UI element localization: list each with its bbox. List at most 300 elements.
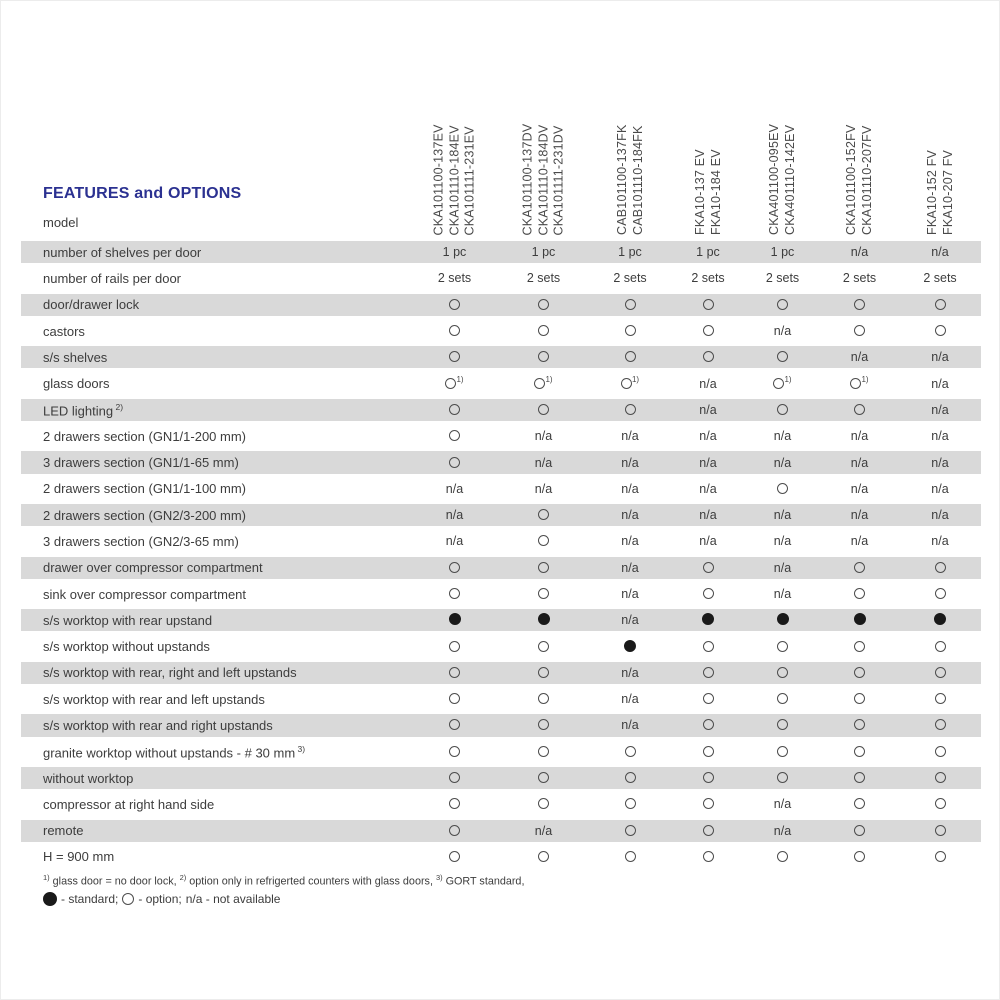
option-circle-icon	[625, 404, 636, 415]
option-circle-icon	[777, 667, 788, 678]
cell-value: 2 sets	[526, 271, 561, 286]
feature-label: 2 drawers section (GN1/1-100 mm)	[43, 481, 247, 497]
option-circle-icon	[625, 851, 636, 862]
cell-value: 2 sets	[691, 271, 725, 286]
option-circle-icon	[777, 719, 788, 730]
cell-not-available: n/a	[773, 508, 792, 523]
cell-option	[820, 376, 899, 391]
cell-option	[411, 692, 498, 706]
model-name: CKA101111-231EV	[462, 125, 477, 235]
cell-standard	[820, 613, 899, 627]
cell-value: 1 pc	[531, 245, 556, 260]
table-row	[21, 502, 981, 528]
option-circle-icon	[703, 667, 714, 678]
cell-option	[820, 561, 899, 575]
feature-label: remote	[43, 823, 84, 839]
model-names	[431, 124, 478, 235]
option-circle-icon	[703, 588, 714, 599]
option-circle-icon	[538, 851, 549, 862]
cell-option	[589, 350, 671, 364]
cell-option	[745, 718, 820, 732]
cell-not-available: n/a	[931, 245, 949, 260]
cell-option	[899, 692, 981, 706]
model-column-header	[671, 1, 745, 239]
cell-not-available: n/a	[699, 508, 717, 523]
cell-not-available: n/a	[931, 455, 949, 470]
table-row	[21, 818, 981, 844]
option-circle-icon	[449, 719, 460, 730]
cell-not-available: n/a	[621, 692, 639, 707]
cell-option	[745, 692, 820, 706]
cell-value: 2 sets	[613, 271, 647, 286]
cell-option	[411, 824, 498, 838]
option-circle-icon	[854, 404, 865, 415]
model-name: CKA101100-152FV	[844, 124, 858, 235]
cell-not-available: n/a	[621, 560, 639, 575]
cell-option	[671, 666, 745, 680]
cell-option	[498, 797, 589, 811]
table-row	[21, 844, 981, 870]
footnote-ref-1: 1)	[631, 375, 640, 385]
model-name: CKA101110-207FV	[859, 125, 874, 235]
cell-not-available: n/a	[773, 823, 792, 838]
table-row	[21, 581, 981, 607]
table-row	[21, 292, 981, 318]
option-circle-icon	[703, 562, 714, 573]
cell-option	[671, 797, 745, 811]
option-circle-icon	[703, 772, 714, 783]
cell-option	[820, 666, 899, 680]
cell-option	[411, 561, 498, 575]
cell-option	[411, 797, 498, 811]
cell-option	[498, 718, 589, 732]
cell-not-available: n/a	[534, 481, 553, 496]
option-circle-icon	[777, 746, 788, 757]
cell-not-available: n/a	[699, 534, 717, 549]
model-column-header	[498, 1, 589, 239]
cell-option	[411, 718, 498, 732]
cell-not-available: n/a	[931, 429, 949, 444]
table-header	[21, 1, 981, 239]
cell-option	[498, 403, 589, 417]
cell-not-available: n/a	[699, 429, 717, 444]
cell-option	[589, 324, 671, 338]
option-circle-icon	[449, 351, 460, 362]
footnote-text: glass door = no door lock,	[49, 875, 180, 888]
option-circle-icon	[449, 562, 460, 573]
option-circle-icon	[449, 457, 460, 468]
model-name: FKA10-152 FV	[924, 149, 939, 235]
option-circle-icon	[935, 325, 946, 336]
option-circle-icon	[935, 825, 946, 836]
cell-not-available: n/a	[621, 429, 639, 444]
cell-option	[899, 718, 981, 732]
cell-option	[899, 850, 981, 864]
feature-label: glass doors	[43, 376, 110, 392]
legend-option-label: - option;	[138, 891, 182, 906]
model-name: CKA401110-142EV	[782, 124, 797, 235]
cell-option	[411, 771, 498, 785]
model-name: CKA101100-137DV	[520, 123, 535, 235]
model-names	[767, 124, 798, 235]
model-row-label: model	[43, 215, 79, 230]
option-circle-icon	[854, 772, 865, 783]
cell-not-available: n/a	[773, 534, 792, 549]
standard-filled-circle-icon	[624, 640, 636, 652]
cell-not-available: n/a	[699, 455, 717, 470]
cell-option	[745, 771, 820, 785]
cell-value: 2 sets	[437, 271, 472, 286]
option-circle-icon	[538, 719, 549, 730]
option-circle-icon	[538, 798, 549, 809]
feature-label: number of shelves per door	[43, 244, 202, 260]
cell-not-available: n/a	[699, 481, 717, 496]
feature-label: s/s shelves	[43, 349, 108, 365]
cell-not-available: n/a	[621, 508, 639, 523]
cell-value: 1 pc	[618, 245, 642, 260]
cell-not-available: n/a	[850, 508, 869, 523]
cell-value: 2 sets	[842, 271, 877, 286]
feature-label: compressor at right hand side	[43, 796, 215, 812]
standard-filled-circle-icon	[777, 613, 789, 625]
footnote-ref-1: 1)	[545, 375, 553, 385]
cell-option	[411, 456, 498, 470]
cell-not-available: n/a	[773, 324, 792, 339]
option-circle-icon	[935, 588, 946, 599]
model-names	[615, 125, 646, 235]
option-circle-icon	[449, 430, 460, 441]
feature-label: s/s worktop with rear and right upstands	[43, 717, 273, 733]
cell-option	[899, 561, 981, 575]
option-circle-icon	[773, 378, 784, 389]
cell-option	[820, 403, 899, 417]
page-title: FEATURES and OPTIONS	[43, 185, 242, 202]
cell-option	[411, 587, 498, 601]
option-circle-icon	[449, 851, 460, 862]
cell-not-available: n/a	[850, 534, 869, 549]
cell-option	[820, 824, 899, 838]
cell-standard	[589, 640, 671, 654]
cell-standard	[671, 613, 745, 627]
cell-option	[671, 745, 745, 759]
table-row	[21, 607, 981, 633]
cell-option	[498, 692, 589, 706]
cell-option	[671, 718, 745, 732]
model-name: CKA101110-184DV	[535, 124, 550, 235]
option-circle-icon	[703, 798, 714, 809]
cell-not-available: n/a	[773, 455, 792, 470]
model-name: FKA10-137 EV	[692, 149, 707, 235]
cell-not-available: n/a	[621, 665, 639, 680]
cell-not-available: n/a	[931, 376, 949, 391]
cell-not-available: n/a	[773, 560, 792, 575]
cell-not-available: n/a	[534, 429, 553, 444]
option-circle-icon	[703, 851, 714, 862]
cell-option	[411, 376, 498, 391]
standard-filled-circle-icon	[854, 613, 866, 625]
option-circle-icon	[850, 378, 861, 389]
cell-option	[671, 771, 745, 785]
option-circle-icon	[625, 772, 636, 783]
cell-not-available: n/a	[621, 455, 639, 470]
cell-not-available: n/a	[931, 402, 949, 417]
cell-option	[411, 640, 498, 654]
feature-label: drawer over compressor compartment	[43, 560, 263, 576]
cell-option	[820, 324, 899, 338]
model-names	[693, 149, 724, 235]
cell-option	[671, 350, 745, 364]
feature-label: sink over compressor compartment	[43, 586, 247, 602]
cell-option	[745, 745, 820, 759]
cell-value: 2 sets	[923, 271, 957, 286]
footnote-marker: 3)	[435, 873, 443, 882]
cell-option	[498, 587, 589, 601]
model-name: CAB101110-184FK	[630, 125, 644, 235]
model-names	[844, 125, 875, 235]
footnote-legend	[43, 892, 983, 906]
footnote-line-1	[43, 873, 983, 888]
cell-option	[745, 376, 820, 391]
option-circle-icon	[538, 667, 549, 678]
footnote-ref: 2)	[113, 401, 124, 412]
table-row	[21, 555, 981, 581]
cell-option	[745, 298, 820, 312]
cell-standard	[745, 613, 820, 627]
cell-option	[899, 797, 981, 811]
cell-option	[498, 376, 589, 391]
cell-option	[498, 508, 589, 522]
option-circle-icon	[449, 588, 460, 599]
table-row	[21, 265, 981, 291]
standard-filled-circle-icon	[702, 613, 714, 625]
cell-not-available: n/a	[445, 508, 464, 523]
cell-standard	[498, 613, 589, 627]
option-circle-icon	[935, 562, 946, 573]
cell-not-available: n/a	[931, 534, 949, 549]
option-circle-icon	[449, 825, 460, 836]
option-circle-icon	[935, 798, 946, 809]
cell-option	[589, 745, 671, 759]
option-circle-icon	[538, 562, 549, 573]
option-circle-icon	[538, 772, 549, 783]
table-row	[21, 712, 981, 738]
option-circle-icon	[449, 667, 460, 678]
cell-not-available: n/a	[931, 481, 949, 496]
feature-label: s/s worktop with rear and left upstands	[43, 691, 265, 707]
footnote-ref-1: 1)	[861, 375, 869, 385]
cell-option	[899, 824, 981, 838]
cell-option	[411, 324, 498, 338]
option-circle-icon	[625, 299, 636, 310]
cell-not-available: n/a	[534, 823, 553, 838]
feature-label: H = 900 mm	[43, 849, 115, 865]
option-circle-icon	[538, 509, 549, 520]
option-circle-icon	[625, 351, 636, 362]
option-circle-icon	[777, 693, 788, 704]
option-circle-icon	[703, 825, 714, 836]
cell-option	[820, 745, 899, 759]
model-name: CKA401100-095EV	[767, 123, 781, 235]
table-header-left	[21, 1, 411, 239]
standard-filled-circle-icon	[449, 613, 461, 625]
option-circle-icon	[703, 746, 714, 757]
cell-option	[820, 640, 899, 654]
cell-not-available: n/a	[621, 587, 639, 601]
table-row	[21, 739, 981, 765]
cell-standard	[411, 613, 498, 627]
cell-not-available: n/a	[621, 481, 639, 496]
footnotes	[43, 873, 983, 906]
cell-option	[589, 403, 671, 417]
cell-not-available: n/a	[621, 534, 639, 549]
cell-not-available: n/a	[773, 429, 792, 444]
option-circle-icon	[854, 719, 865, 730]
cell-option	[498, 298, 589, 312]
cell-option	[671, 324, 745, 338]
model-column-header	[899, 1, 981, 239]
option-circle-icon	[935, 667, 946, 678]
table-row	[21, 633, 981, 659]
cell-option	[899, 666, 981, 680]
footnote-ref: 3)	[295, 743, 306, 754]
cell-option	[745, 640, 820, 654]
option-circle-icon	[854, 299, 865, 310]
model-column-header	[745, 1, 820, 239]
cell-not-available: n/a	[850, 245, 869, 260]
feature-label: 3 drawers section (GN2/3-65 mm)	[43, 533, 239, 549]
cell-option	[899, 640, 981, 654]
table-row	[21, 423, 981, 449]
model-names	[925, 150, 956, 235]
option-circle-icon	[449, 772, 460, 783]
table-row	[21, 449, 981, 475]
table-row	[21, 660, 981, 686]
option-circle-icon	[777, 351, 788, 362]
option-circle-icon	[538, 641, 549, 652]
option-circle-icon	[854, 746, 865, 757]
option-circle-icon	[625, 825, 636, 836]
standard-filled-circle-icon	[538, 613, 550, 625]
table-row	[21, 318, 981, 344]
option-circle-icon	[538, 404, 549, 415]
cell-not-available: n/a	[621, 613, 639, 628]
option-circle-icon	[538, 351, 549, 362]
cell-standard	[899, 613, 981, 627]
model-name: FKA10-184 EV	[708, 149, 722, 235]
option-circle-icon	[538, 299, 549, 310]
model-column-header	[589, 1, 671, 239]
model-name: CAB101100-137FK	[614, 124, 629, 235]
option-legend-icon	[122, 893, 134, 905]
option-circle-icon	[449, 404, 460, 415]
option-circle-icon	[703, 641, 714, 652]
feature-label: s/s worktop with rear upstand	[43, 612, 213, 628]
option-circle-icon	[625, 325, 636, 336]
table-row	[21, 239, 981, 265]
cell-not-available: n/a	[699, 402, 717, 417]
option-circle-icon	[703, 351, 714, 362]
footnote-marker: 2)	[179, 873, 187, 882]
option-circle-icon	[538, 746, 549, 757]
option-circle-icon	[445, 378, 456, 389]
table-row	[21, 765, 981, 791]
cell-option	[589, 298, 671, 312]
option-circle-icon	[703, 299, 714, 310]
option-circle-icon	[935, 772, 946, 783]
option-circle-icon	[777, 851, 788, 862]
cell-option	[745, 482, 820, 496]
cell-option	[899, 771, 981, 785]
cell-value: 1 pc	[442, 245, 467, 260]
cell-option	[899, 298, 981, 312]
cell-not-available: n/a	[445, 481, 464, 496]
cell-option	[589, 824, 671, 838]
cell-option	[671, 850, 745, 864]
cell-option	[498, 324, 589, 338]
cell-option	[820, 718, 899, 732]
cell-not-available: n/a	[931, 508, 949, 523]
option-circle-icon	[625, 798, 636, 809]
cell-not-available: n/a	[621, 718, 639, 733]
cell-option	[589, 771, 671, 785]
cell-option	[820, 587, 899, 601]
feature-label: 2 drawers section (GN1/1-200 mm)	[43, 428, 247, 444]
option-circle-icon	[854, 562, 865, 573]
option-circle-icon	[935, 299, 946, 310]
cell-value: 1 pc	[696, 245, 720, 260]
cell-not-available: n/a	[534, 455, 553, 470]
option-circle-icon	[449, 641, 460, 652]
model-column-header	[411, 1, 498, 239]
legend-standard-label: - standard;	[61, 891, 119, 906]
option-circle-icon	[625, 746, 636, 757]
cell-not-available: n/a	[850, 481, 869, 496]
standard-filled-circle-icon	[934, 613, 946, 625]
option-circle-icon	[854, 588, 865, 599]
legend-na-label: n/a - not available	[185, 891, 281, 906]
cell-option	[899, 324, 981, 338]
cell-option	[498, 640, 589, 654]
cell-option	[671, 587, 745, 601]
cell-option	[820, 850, 899, 864]
cell-not-available: n/a	[850, 429, 869, 444]
cell-option	[498, 745, 589, 759]
option-circle-icon	[449, 798, 460, 809]
cell-option	[411, 850, 498, 864]
option-circle-icon	[935, 693, 946, 704]
option-circle-icon	[621, 378, 632, 389]
footnote-marker: 1)	[43, 873, 50, 882]
cell-not-available: n/a	[699, 376, 717, 391]
cell-not-available: n/a	[773, 587, 792, 601]
option-circle-icon	[538, 588, 549, 599]
cell-option	[589, 850, 671, 864]
cell-not-available: n/a	[445, 534, 464, 549]
option-circle-icon	[935, 641, 946, 652]
option-circle-icon	[777, 641, 788, 652]
feature-label: without worktop	[43, 770, 134, 786]
option-circle-icon	[854, 641, 865, 652]
footnote-ref-1: 1)	[784, 375, 792, 385]
option-circle-icon	[777, 772, 788, 783]
cell-option	[899, 745, 981, 759]
cell-not-available: n/a	[850, 350, 869, 365]
table-row	[21, 397, 981, 423]
feature-label: granite worktop without upstands - # 30 mm $^{3)}$	[43, 743, 306, 760]
cell-option	[671, 824, 745, 838]
table-row	[21, 344, 981, 370]
option-circle-icon	[777, 404, 788, 415]
